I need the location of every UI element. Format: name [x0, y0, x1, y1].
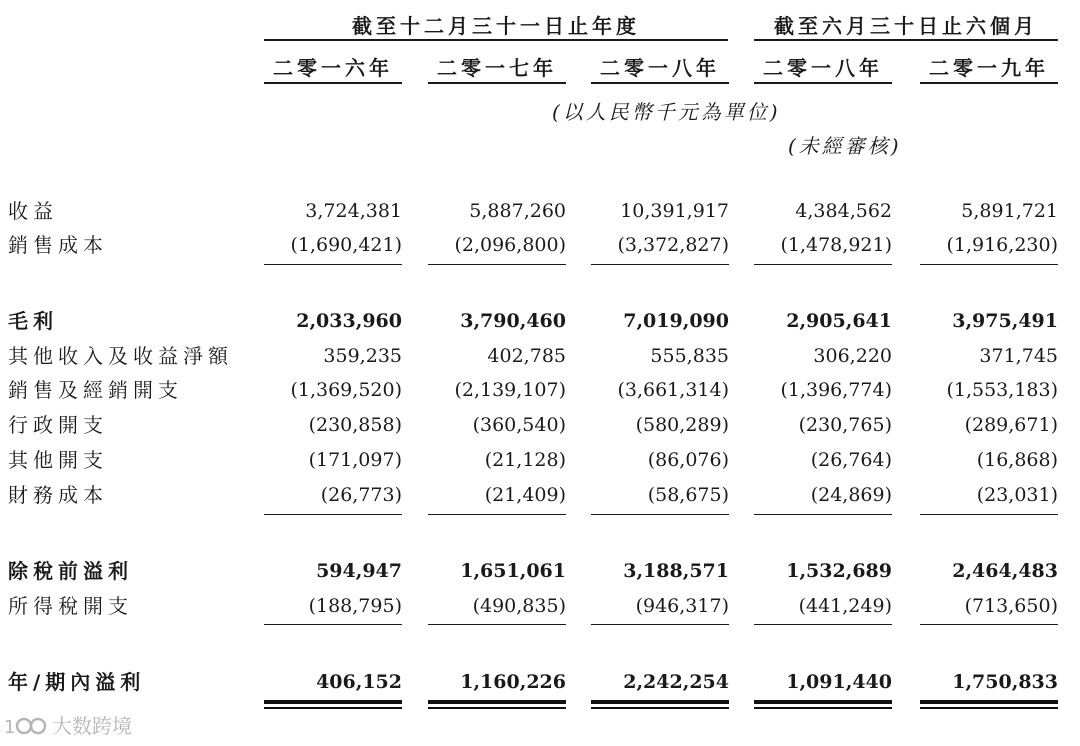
table-cell: 306,220	[813, 345, 892, 367]
row-label: 毛利	[8, 309, 58, 333]
total-rule-thick	[754, 700, 892, 704]
year-underline	[591, 82, 729, 84]
year-header: 二零一八年	[763, 56, 883, 80]
row-label: 行政開支	[8, 413, 108, 437]
year-header: 二零一九年	[929, 56, 1049, 80]
svg-text:1: 1	[4, 717, 16, 738]
subtotal-rule	[920, 264, 1058, 265]
year-header: 二零一八年	[600, 56, 720, 80]
total-rule-thick	[428, 700, 566, 704]
table-cell: (1,553,183)	[946, 379, 1058, 401]
table-cell: 1,532,689	[786, 560, 892, 582]
total-rule-thin	[428, 707, 566, 709]
table-cell: 3,975,491	[952, 310, 1058, 332]
group-underline-annual	[264, 39, 728, 41]
subtotal-rule	[264, 514, 402, 515]
table-cell: (1,396,774)	[780, 379, 892, 401]
table-cell: (188,795)	[308, 595, 402, 617]
group-underline-interim	[754, 39, 1058, 41]
subtotal-rule	[591, 514, 729, 515]
total-rule-thin	[920, 707, 1058, 709]
year-header: 二零一六年	[273, 56, 393, 80]
table-cell: (2,139,107)	[454, 379, 566, 401]
group-header-interim: 截至六月三十日止六個月	[774, 14, 1038, 38]
subtotal-rule	[754, 624, 892, 625]
table-cell: 1,750,833	[952, 671, 1058, 693]
watermark	[4, 712, 132, 740]
subtotal-rule	[920, 514, 1058, 515]
table-cell: 406,152	[316, 671, 402, 693]
table-cell: 2,464,483	[952, 560, 1058, 582]
total-rule-thick	[264, 700, 402, 704]
table-cell: 10,391,917	[620, 200, 729, 222]
year-underline	[920, 82, 1058, 84]
table-cell: (230,765)	[798, 414, 892, 436]
row-label: 年/期內溢利	[8, 670, 146, 694]
subtotal-rule	[264, 624, 402, 625]
table-cell: (441,249)	[798, 595, 892, 617]
table-cell: 1,160,226	[460, 671, 566, 693]
table-cell: (946,317)	[635, 595, 729, 617]
subtotal-rule	[264, 264, 402, 265]
table-cell: (16,868)	[976, 449, 1058, 471]
table-cell: 1,091,440	[786, 671, 892, 693]
table-cell: (3,661,314)	[617, 379, 729, 401]
table-cell: (1,369,520)	[290, 379, 402, 401]
total-rule-thick	[920, 700, 1058, 704]
table-cell: (2,096,800)	[454, 234, 566, 256]
brand-logo-icon	[4, 713, 48, 739]
table-cell: (171,097)	[308, 449, 402, 471]
row-label: 銷售及經銷開支	[8, 378, 183, 402]
table-cell: 7,019,090	[623, 310, 729, 332]
subtotal-rule	[591, 624, 729, 625]
subtotal-rule	[754, 264, 892, 265]
year-underline	[754, 82, 892, 84]
subtotal-rule	[428, 624, 566, 625]
table-cell: 4,384,562	[795, 200, 892, 222]
table-cell: (26,773)	[320, 484, 402, 506]
year-underline	[428, 82, 566, 84]
table-cell: (21,409)	[484, 484, 566, 506]
total-rule-thin	[591, 707, 729, 709]
subtotal-rule	[428, 514, 566, 515]
table-cell: 371,745	[979, 345, 1058, 367]
table-cell: (3,372,827)	[617, 234, 729, 256]
table-cell: 3,790,460	[460, 310, 566, 332]
row-label: 銷售成本	[8, 233, 108, 257]
table-cell: (1,916,230)	[946, 234, 1058, 256]
row-label: 收益	[8, 199, 58, 223]
table-cell: 5,891,721	[961, 200, 1058, 222]
row-label: 其他開支	[8, 448, 108, 472]
subtotal-rule	[920, 624, 1058, 625]
table-cell: (24,869)	[810, 484, 892, 506]
table-cell: (58,675)	[647, 484, 729, 506]
year-underline	[264, 82, 402, 84]
row-label: 所得稅開支	[8, 594, 133, 618]
table-cell: 594,947	[316, 560, 402, 582]
table-cell: (21,128)	[484, 449, 566, 471]
table-cell: 1,651,061	[460, 560, 566, 582]
table-cell: 2,905,641	[786, 310, 892, 332]
row-label: 除稅前溢利	[8, 559, 133, 583]
total-rule-thin	[264, 707, 402, 709]
table-cell: (1,478,921)	[780, 234, 892, 256]
subtotal-rule	[591, 264, 729, 265]
table-cell: (713,650)	[964, 595, 1058, 617]
table-cell: (490,835)	[472, 595, 566, 617]
table-cell: 2,242,254	[623, 671, 729, 693]
group-header-annual: 截至十二月三十一日止年度	[352, 14, 640, 38]
subtotal-rule	[428, 264, 566, 265]
table-cell: (360,540)	[472, 414, 566, 436]
unaudited-note: (未經審核)	[788, 134, 902, 158]
table-cell: (230,858)	[308, 414, 402, 436]
table-cell: 3,188,571	[623, 560, 729, 582]
table-cell: 402,785	[487, 345, 566, 367]
table-cell: (580,289)	[635, 414, 729, 436]
table-cell: 359,235	[323, 345, 402, 367]
watermark-text: 大数跨境	[52, 714, 132, 738]
table-cell: (86,076)	[647, 449, 729, 471]
row-label: 其他收入及收益淨額	[8, 344, 233, 368]
table-cell: (23,031)	[976, 484, 1058, 506]
subtotal-rule	[754, 514, 892, 515]
total-rule-thick	[591, 700, 729, 704]
table-cell: 3,724,381	[305, 200, 402, 222]
table-cell: 555,835	[650, 345, 729, 367]
unit-note: (以人民幣千元為單位)	[552, 100, 781, 124]
table-cell: 5,887,260	[469, 200, 566, 222]
table-cell: (1,690,421)	[290, 234, 402, 256]
table-cell: (26,764)	[810, 449, 892, 471]
year-header: 二零一七年	[437, 56, 557, 80]
total-rule-thin	[754, 707, 892, 709]
table-cell: 2,033,960	[296, 310, 402, 332]
row-label: 財務成本	[8, 483, 108, 507]
table-cell: (289,671)	[964, 414, 1058, 436]
